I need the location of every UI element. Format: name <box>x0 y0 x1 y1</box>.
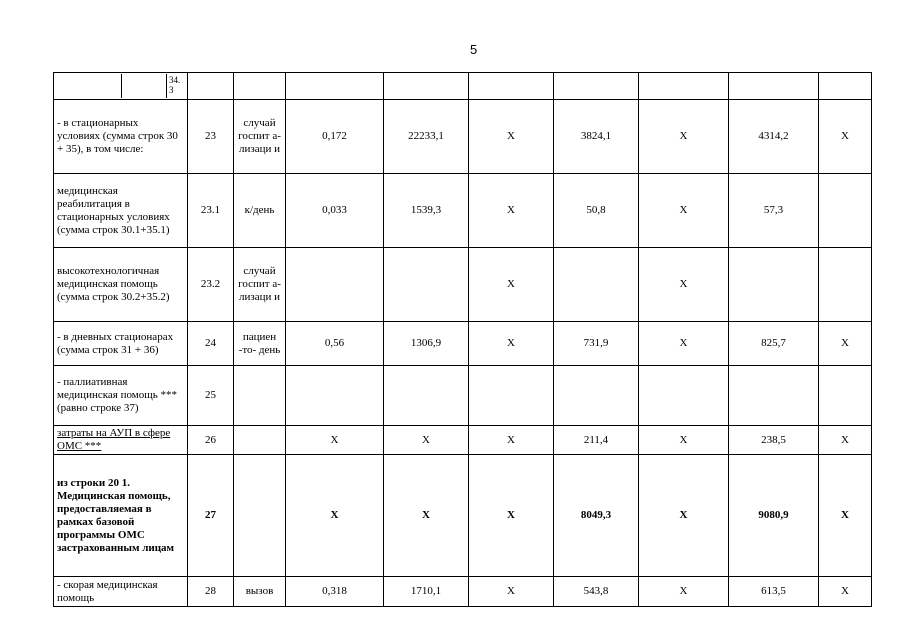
row-unit: к/день <box>234 174 286 248</box>
value-cell <box>729 73 819 100</box>
value-cell: X <box>639 426 729 455</box>
row-code-sub: 34. 3 <box>169 75 181 95</box>
row-unit: случай госпит а- лизаци и <box>234 100 286 174</box>
value-cell: 1539,3 <box>384 174 469 248</box>
value-cell <box>384 248 469 322</box>
row-code: 23.1 <box>188 174 234 248</box>
value-cell <box>286 73 384 100</box>
row-unit: вызов <box>234 577 286 607</box>
table-row <box>54 366 872 426</box>
row-name-cell <box>54 455 188 577</box>
value-cell: X <box>469 577 554 607</box>
value-cell <box>554 366 639 426</box>
table-row <box>54 73 872 100</box>
value-cell <box>554 248 639 322</box>
row-code-cell <box>188 73 234 100</box>
value-cell <box>639 73 729 100</box>
row-name: высокотехнологичная медицинская помощь (сумма строк 30.2+35.2) <box>57 265 170 303</box>
value-cell: X <box>639 100 729 174</box>
row-name-cell <box>54 322 188 366</box>
value-cell: 0,033 <box>286 174 384 248</box>
row-name: - скорая медицинская помощь <box>57 578 158 604</box>
row-name: - в дневных стационарах (сумма строк 31 + 36) <box>57 330 174 356</box>
row-unit-cell <box>234 73 286 100</box>
value-cell <box>819 366 872 426</box>
row-unit: случай госпит а- лизаци и <box>234 248 286 322</box>
value-cell <box>819 248 872 322</box>
value-cell: X <box>819 100 872 174</box>
value-cell: X <box>639 322 729 366</box>
value-cell: X <box>819 577 872 607</box>
value-cell <box>729 248 819 322</box>
value-cell: 1306,9 <box>384 322 469 366</box>
row-code: 23.2 <box>188 248 234 322</box>
row-name: затраты на АУП в сфере ОМС *** <box>57 427 171 452</box>
value-cell <box>384 73 469 100</box>
value-cell: 613,5 <box>729 577 819 607</box>
value-cell: X <box>639 577 729 607</box>
row-name-cell <box>54 100 188 174</box>
value-cell <box>554 73 639 100</box>
row-name-cell <box>54 248 188 322</box>
value-cell: 0,56 <box>286 322 384 366</box>
sub-cell <box>57 74 122 98</box>
value-cell <box>819 174 872 248</box>
value-cell: X <box>469 174 554 248</box>
table-row <box>54 248 872 322</box>
value-cell: X <box>639 174 729 248</box>
row-name-cell <box>54 174 188 248</box>
value-cell: 238,5 <box>729 426 819 455</box>
table-row <box>54 322 872 366</box>
row-name-cell <box>54 426 188 455</box>
value-cell: X <box>639 455 729 577</box>
row-name-cell <box>54 366 188 426</box>
value-cell: X <box>819 455 872 577</box>
value-cell: X <box>469 322 554 366</box>
value-cell: X <box>286 455 384 577</box>
value-cell <box>819 73 872 100</box>
value-cell: X <box>819 322 872 366</box>
row-name: - паллиативная медицинская помощь *** (равно строке 37) <box>57 376 177 414</box>
row-name: медицинская реабилитация в стационарных условиях (сумма строк 30.1+35.1) <box>57 184 170 236</box>
row-name: из строки 20 1. Медицинская помощь, предоставляемая в рамках базовой программы ОМС застрахованным лицам <box>57 476 175 554</box>
value-cell: 825,7 <box>729 322 819 366</box>
row-name-cell <box>54 73 188 100</box>
value-cell: 731,9 <box>554 322 639 366</box>
page-number: 5 <box>470 42 478 57</box>
value-cell: 0,318 <box>286 577 384 607</box>
value-cell: 50,8 <box>554 174 639 248</box>
row-code: 23 <box>188 100 234 174</box>
value-cell <box>286 248 384 322</box>
row-code: 25 <box>188 366 234 426</box>
value-cell <box>639 366 729 426</box>
value-cell <box>469 366 554 426</box>
value-cell: 4314,2 <box>729 100 819 174</box>
financing-table <box>53 72 872 607</box>
row-name-cell <box>54 577 188 607</box>
value-cell: 3824,1 <box>554 100 639 174</box>
value-cell: 57,3 <box>729 174 819 248</box>
value-cell: 0,172 <box>286 100 384 174</box>
value-cell: 22233,1 <box>384 100 469 174</box>
value-cell <box>384 366 469 426</box>
value-cell: X <box>384 426 469 455</box>
table-row <box>54 426 872 455</box>
value-cell: 543,8 <box>554 577 639 607</box>
value-cell: X <box>469 248 554 322</box>
value-cell: X <box>469 100 554 174</box>
value-cell <box>469 73 554 100</box>
value-cell: X <box>469 426 554 455</box>
row-code: 27 <box>188 455 234 577</box>
table-row <box>54 455 872 577</box>
value-cell: 8049,3 <box>554 455 639 577</box>
row-code: 26 <box>188 426 234 455</box>
table-row <box>54 100 872 174</box>
row-unit <box>234 426 286 455</box>
table-row <box>54 174 872 248</box>
row-code: 28 <box>188 577 234 607</box>
value-cell: 211,4 <box>554 426 639 455</box>
value-cell: 1710,1 <box>384 577 469 607</box>
row-unit <box>234 366 286 426</box>
value-cell: 9080,9 <box>729 455 819 577</box>
row-unit <box>234 455 286 577</box>
value-cell: X <box>469 455 554 577</box>
value-cell <box>729 366 819 426</box>
sub-cell <box>122 74 167 98</box>
value-cell: X <box>819 426 872 455</box>
value-cell <box>286 366 384 426</box>
value-cell: X <box>639 248 729 322</box>
row-code: 24 <box>188 322 234 366</box>
value-cell: X <box>384 455 469 577</box>
table-row <box>54 577 872 607</box>
row-unit: пациен -то- день <box>234 322 286 366</box>
row-name: - в стационарных условиях (сумма строк 30 + 35), в том числе: <box>57 117 178 155</box>
value-cell: X <box>286 426 384 455</box>
